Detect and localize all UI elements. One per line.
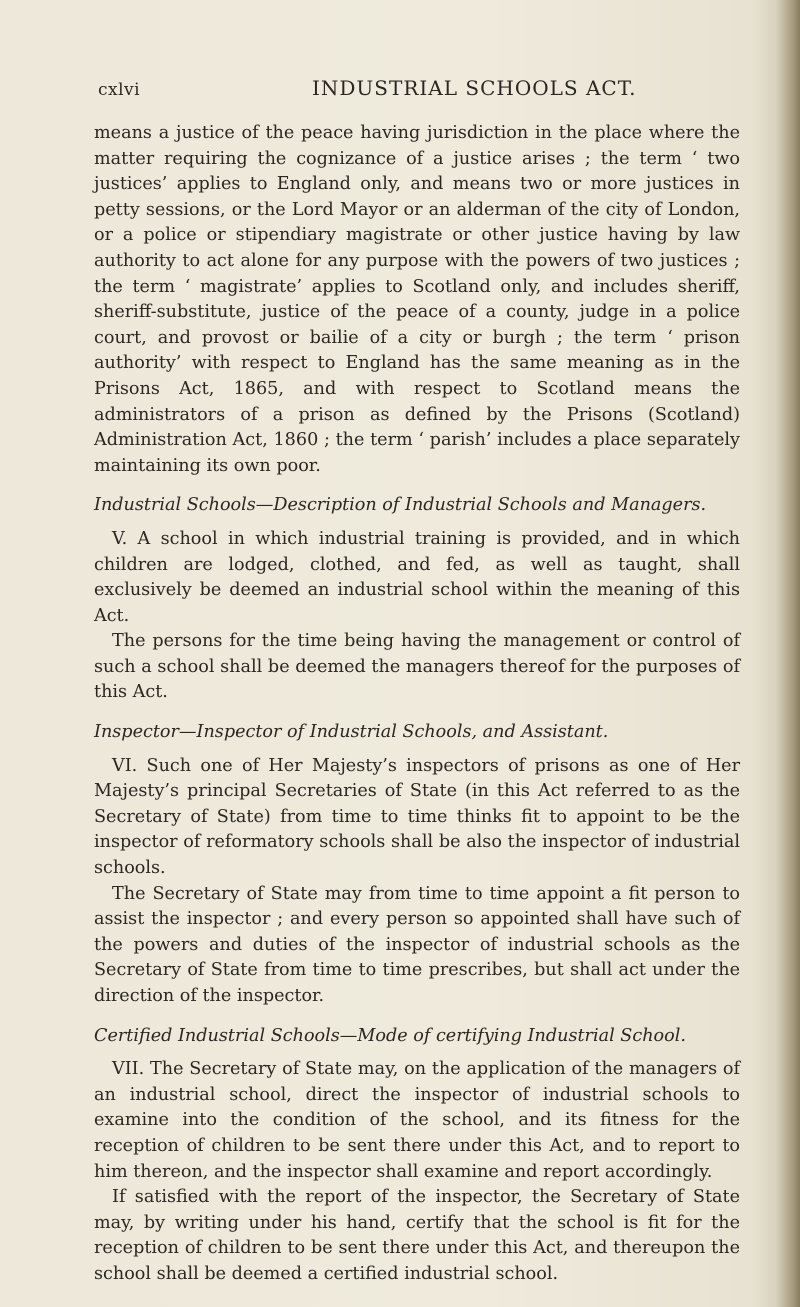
paragraph-assistant: The Secretary of State may from time to time appoint a fit person to assist the inspector ; and every person so appointed shall have such of the powers and duties of the inspector of industrial schools as the Secretary of State from time to time prescribes, but shall act under the direction of the inspector.	[94, 883, 740, 1006]
running-head: INDUSTRIAL SCHOOLS ACT.	[312, 76, 637, 100]
paragraph-definitions: means a justice of the peace having jurisdiction in the place where the matter requiring the cognizance of a justice arises ; the term ‘ two justices’ applies to England only, and means two or more justices in petty sessions, or the Lord Mayor or an alderman of the city of London, or a police or stipendiary magistrate or other justice having by law authority to act alone for any purpose with the powers of two justices ; the term ‘ magistrate’ applies to Scotland only, and includes sheriff, sheriff-substitute, justice of the peace of a county, judge in a police court, and provost or bailie of a city or burgh ; the term ‘ prison authority’ with respect to England has the same meaning as in the Prisons Act, 1865, and with respect to Scotland means the administrators of a prison as defined by the Prisons (Scotland) Administration Act, 1860 ; the term ‘ parish’ includes a place separately maintaining its own poor.	[94, 123, 740, 476]
paragraph-certification: If satisfied with the report of the inspector, the Secretary of State may, by writing under his hand, certify that the school is fit for the reception of children to be sent there under this Act, and thereupon the school shall be deemed a certified industrial school.	[94, 1187, 740, 1284]
section-heading-inspector: Inspector—Inspector of Industrial Schools, and Assistant.	[94, 722, 609, 743]
paragraph-section-vi: VI. Such one of Her Majesty’s inspectors of prisons as one of Her Majesty’s principal Secretaries of State (in this Act referred to as the Secretary of State) from time to time thinks fit to appoint to be the inspector of reformatory schools shall be also the inspector of industrial schools.	[94, 755, 740, 879]
section-heading-description: Industrial Schools—Description of Industrial Schools and Managers.	[94, 495, 707, 516]
paragraph-section-v: V. A school in which industrial training is provided, and in which children are lodged, clothed, and fed, as well as taught, shall exclusively be deemed an industrial school within the meaning of this Act.	[94, 528, 740, 626]
page-header	[94, 74, 740, 102]
body-text	[94, 121, 740, 1288]
page-number: cxlvi	[98, 80, 141, 100]
paragraph-section-vii: VII. The Secretary of State may, on the application of the managers of an industrial school, direct the inspector of industrial schools to examine into the condition of the school, and its fitness for the reception of children to be sent there under this Act, and to report to him thereon, and the inspector shall examine and report accordingly.	[94, 1059, 740, 1182]
section-heading-certified: Certified Industrial Schools—Mode of certifying Industrial School.	[94, 1025, 686, 1046]
paragraph-managers: The persons for the time being having the management or control of such a school shall be deemed the managers thereof for the purposes of this Act.	[94, 631, 740, 703]
